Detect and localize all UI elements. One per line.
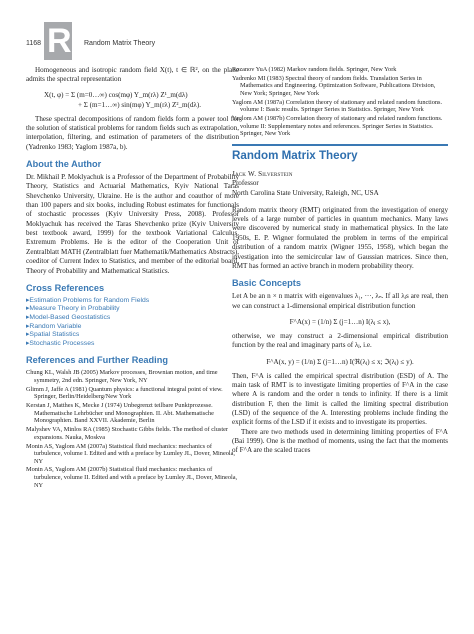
page-number: 1168 bbox=[26, 40, 42, 47]
rmt-intro-paragraph: Random matrix theory (RMT) originated from the investigation of energy levels of a large number of particles in quantum mechanics. Many laws were discovered by numerical study in mathematical physics. In the late 1950s, E. P. Wigner formulated the problem in terms of the empirical distribution of a random matrix (Wigner 1955, 1958), which began the investigation into the semicircular law of Gaussian matrices. Since then, RMT has formed an active branch in modern probability theory. bbox=[232, 205, 448, 270]
section-title: Random Matrix Theory bbox=[232, 148, 358, 162]
author-affiliation: North Carolina State University, Raleigh, NC, USA bbox=[232, 188, 379, 197]
author-title: Professor bbox=[232, 179, 259, 188]
about-author-text: Dr. Mikhail P. Moklyachuk is a Professor of the Department of Probability Theory, Statistics and Actuarial Mathematics, Kyiv National Taras Shevchenko University, Ukraine. He is the author and coauthor of more than 100 papers and six books, including Robust estimates for functionals of stochastic processes (Kyiv University Press, 2008). Professor Moklyachuk has received the Taras Shevchenko prize (Kyiv University best textbook award, 1999) for the textbook Variational Calculus. Extremum Problems. He is the editor of the Cooperation Unit of Zentralblatt MATH (Zentralblatt fuer Mathematik/Mathematics Abstracts), coeditor of Current Index to Statistics, and member of the editorial board, Theory of Probability and Mathematical Statistics. bbox=[26, 173, 239, 275]
basic-concepts-p1: Let A be an n × n matrix with eigenvalues λ₁, ···, λₙ. If all λⱼs are real, then we can construct a 1-dimensional empirical distribution function bbox=[232, 292, 448, 310]
cross-reference-link[interactable]: ▸Model-Based Geostatistics bbox=[26, 314, 111, 322]
reference-item: Kerstan J, Matthes K, Mecke J (1974) Unbegrenzt teilbare Punktprozesse. Mathematische Lehrbücher und Monographien. II. Abt. Mathematische Monographien. Band XXVII. Akademie, Berlin bbox=[26, 402, 214, 425]
reference-item: Monin AS, Yaglom AM (2007b) Statistical fluid mechanics: mechanics of turbulence, volume II. Edited and with a preface by Lumley JL, Dover, Mineola, NY bbox=[26, 466, 238, 489]
reference-item: Chung KL, Walsh JB (2005) Markov processes, Brownian motion, and time symmetry, 2nd edn. Springer, New York, NY bbox=[26, 369, 218, 384]
cross-reference-link[interactable]: ▸Spatial Statistics bbox=[26, 331, 80, 339]
about-author-heading: About the Author bbox=[26, 159, 102, 170]
cross-reference-link[interactable]: ▸Estimation Problems for Random Fields bbox=[26, 296, 150, 304]
equation-line-2: + Σ (m=1…∞) sin(mφ) Y_m(rλ) Z²_m(dλ). bbox=[78, 100, 202, 109]
basic-concepts-p2: otherwise, we may construct a 2-dimensional empirical distribution function by the real and imaginary parts of λⱼ, i.e. bbox=[232, 331, 448, 350]
running-title: Random Matrix Theory bbox=[84, 40, 156, 47]
page-header bbox=[0, 0, 474, 58]
cross-reference-link[interactable]: ▸Stochastic Processes bbox=[26, 339, 95, 347]
basic-concepts-p4: There are two methods used in determining limiting properties of F^A (Bai 1999). One is the method of moments, using the fact that the moments of F^A are the scaled traces bbox=[232, 427, 448, 455]
reference-item: Malyshev VA, Minlos RA (1985) Stochastic Gibbs fields. The method of cluster expansions. Nauka, Moskva bbox=[26, 426, 229, 441]
author-name: Jack W. Silverstein bbox=[232, 169, 293, 178]
esd-equation-1d: F^A(x) = (1/n) Σ (j=1…n) I(λⱼ ≤ x), bbox=[289, 317, 391, 326]
reference-item: Monin AS, Yaglom AM (2007a) Statistical fluid mechanics: mechanics of turbulence, volume I. Edited and with a preface by Lumley JL, Dover, Mineola, NY bbox=[26, 442, 236, 465]
right-column bbox=[232, 66, 448, 456]
basic-concepts-p3: Then, F^A is called the empirical spectral distribution (ESD) of A. The main task of RMT is to investigate limiting properties of F^A in the case where A is random and the order n tends to infinity. If there is a limit distribution F, then the limit is called the limiting spectral distribution (LSD) of the sequence of the A. Interesting problems include finding the explicit forms of the LSD if it exists and to investigate its properties. bbox=[232, 371, 448, 427]
spectral-paragraph: These spectral decompositions of random fields form a power tool for the solution of statistical problems for random fields such as extrapolation, interpolation, filtering, and estimation of parameters of the distribution (Yadrenko 1983; Yaglom 1987a, b). bbox=[26, 114, 239, 151]
section-divider bbox=[232, 144, 448, 146]
equation-line-1: X(t, φ) = Σ (m=0…∞) cos(mφ) Y_m(rλ) Z¹_m(dλ) bbox=[44, 90, 188, 99]
reference-item: Yadrenko MI (1983) Spectral theory of random fields. Translation Series in Mathematics and Engineering. Optimization Software, Publications Division, New York; Springer, New York bbox=[232, 74, 436, 97]
spectral-equation bbox=[44, 90, 239, 110]
basic-concepts-heading: Basic Concepts bbox=[232, 278, 301, 289]
references-heading: References and Further Reading bbox=[26, 355, 168, 366]
section-letter: R bbox=[47, 22, 72, 60]
reference-item: Glimm J, Jaffe A (1981) Quantum physics: a functional integral point of view. Springer, Berlin/Heidelberg/New York bbox=[26, 385, 223, 401]
cross-reference-link[interactable]: ▸Measure Theory in Probability bbox=[26, 305, 120, 313]
intro-paragraph: Homogeneous and isotropic random field X(t), t ∈ ℝ², on the plane admits the spectral representation bbox=[26, 66, 239, 84]
reference-item: Yaglom AM (1987b) Correlation theory of stationary and related random functions. volume II: Supplementary notes and references. Springer Series in Statistics. Springer, New York bbox=[232, 115, 443, 138]
cross-reference-link[interactable]: ▸Random Variable bbox=[26, 322, 82, 330]
esd-equation-2d: F^A(x, y) = (1/n) Σ (j=1…n) I(ℜ(λⱼ) ≤ x; ℑ(λⱼ) ≤ y). bbox=[266, 357, 414, 366]
reference-item: Rozanov YuA (1982) Markov random fields. Springer, New York bbox=[232, 66, 397, 73]
cross-references-heading: Cross References bbox=[26, 282, 105, 293]
reference-item: Yaglom AM (1987a) Correlation theory of stationary and related random functions. volume I: Basic results. Springer Series in Statistics. Springer, New York bbox=[232, 98, 443, 114]
left-column bbox=[26, 66, 239, 490]
